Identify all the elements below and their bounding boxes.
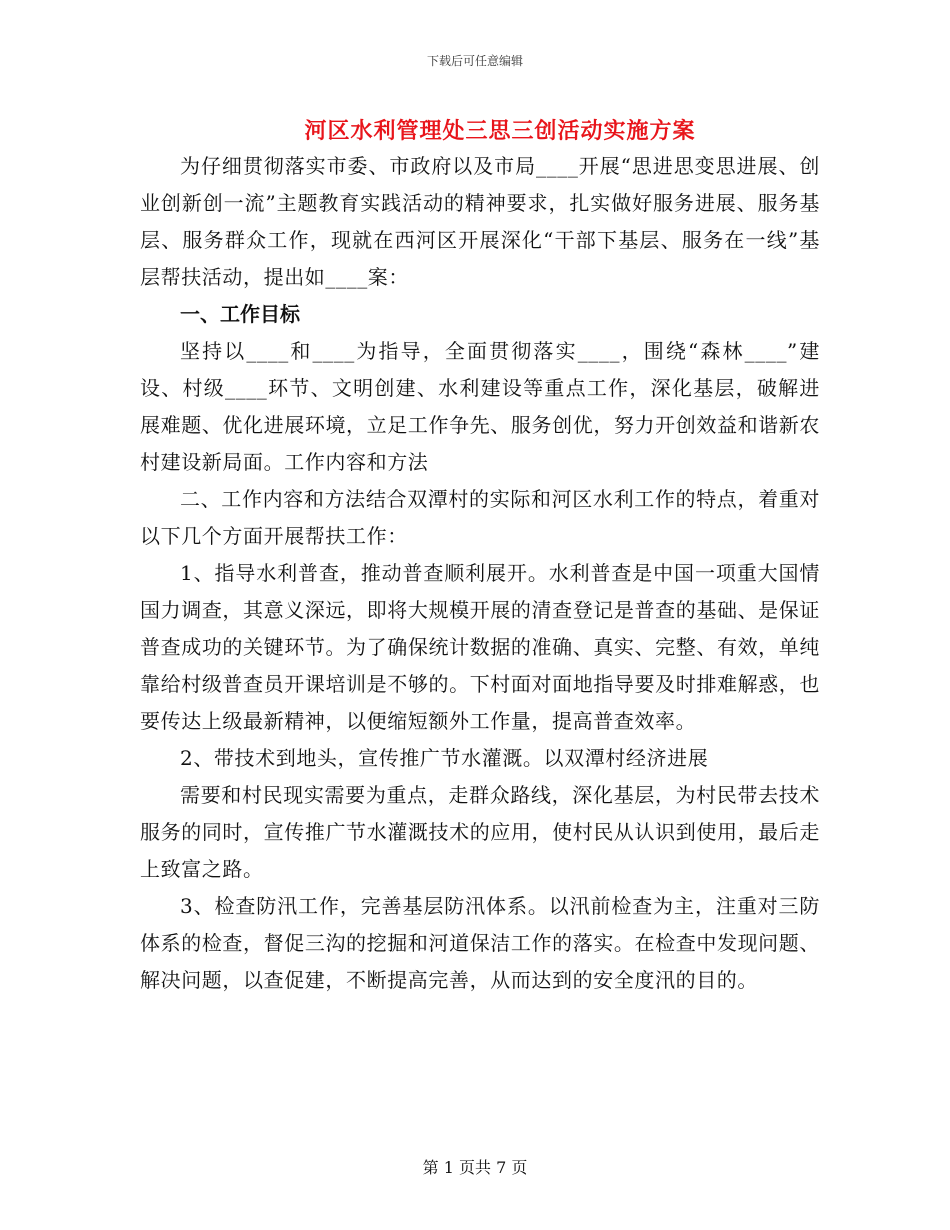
item2-body-paragraph: 需要和村民现实需要为重点，走群众路线，深化基层，为村民带去技术服务的同时，宣传推广节水灌溉技术的应用，使村民从认识到使用，最后走上致富之路。: [140, 783, 820, 881]
header-note: 下载后可任意编辑: [426, 54, 523, 68]
page-footer: 第 1 页共 7 页: [422, 1158, 528, 1177]
document-body: [140, 148, 820, 999]
intro-paragraph: 为仔细贯彻落实市委、市政府以及市局____开展“思进思变思进展、创业创新创一流”主题教育实践活动的精神要求，扎实做好服务进展、服务基层、服务群众工作，现就在西河区开展深化“干部下基层、服务在一线”基层帮扶活动，提出如____案：: [140, 154, 820, 289]
section1-paragraph: 坚持以____和____为指导，全面贯彻落实____，围绕“森林____”建设、村级____环节、文明创建、水利建设等重点工作，深化基层，破解进展难题、优化进展环境，立足工作争先、服务创优，努力开创效益和谐新农村建设新局面。工作内容和方法: [140, 339, 820, 474]
document-title: 河区水利管理处三思三创活动实施方案: [304, 118, 696, 144]
section2-heading-paragraph: 二、工作内容和方法结合双潭村的实际和河区水利工作的特点，着重对以下几个方面开展帮扶工作：: [140, 487, 820, 548]
item2-heading-paragraph: 2、带技术到地头，宣传推广节水灌溉。以双潭村经济进展: [180, 746, 709, 770]
section1-heading: 一、工作目标: [180, 302, 300, 326]
item1-paragraph: 1、指导水利普查，推动普查顺利展开。水利普查是中国一项重大国情国力调查，其意义深远，即将大规模开展的清查登记是普查的基础、是保证普查成功的关键环节。为了确保统计数据的准确、真实、完整、有效，单纯靠给村级普查员开课培训是不够的。下村面对面地指导要及时排难解惑，也要传达上级最新精神，以便缩短额外工作量，提高普查效率。: [140, 561, 820, 733]
item3-paragraph: 3、检查防汛工作，完善基层防汛体系。以汛前检查为主，注重对三防体系的检查，督促三沟的挖掘和河道保洁工作的落实。在检查中发现问题、解决问题，以查促建，不断提高完善，从而达到的安全度汛的目的。: [140, 894, 820, 992]
